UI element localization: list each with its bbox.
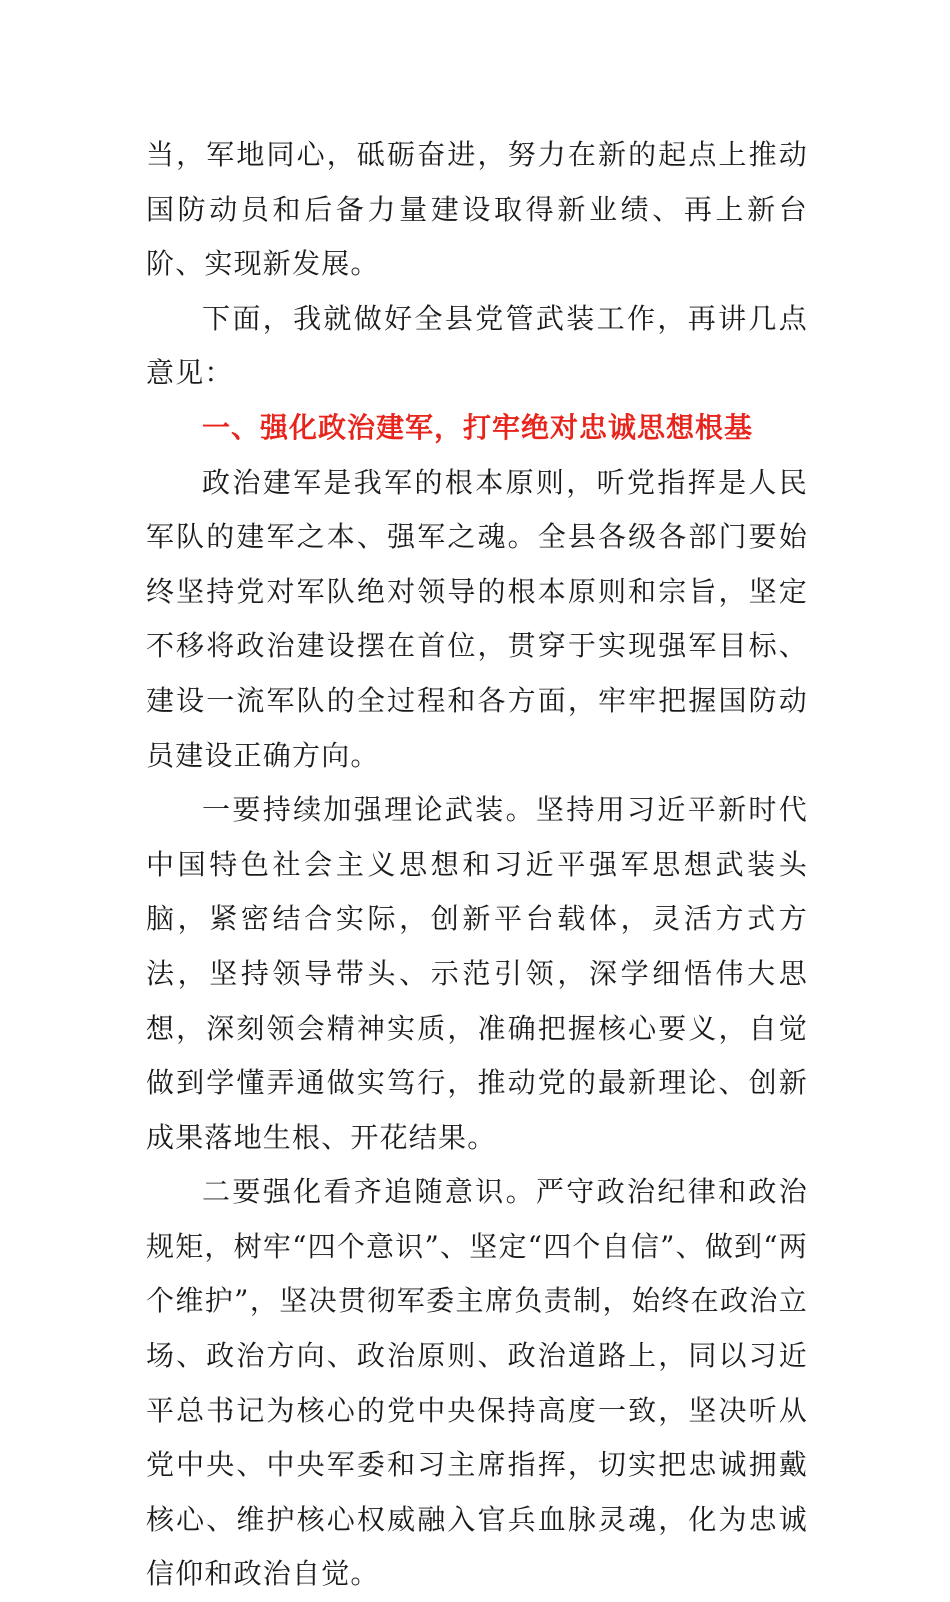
paragraph-point-two: 二要强化看齐追随意识。严守政治纪律和政治规矩，树牢“四个意识”、坚定“四个自信”、做到“两个维护”，坚决贯彻军委主席负责制，始终在政治立场、政治方向、政治原则、政治道路上，同以习近平总书记为核心的党中央保持高度一致，坚决听从党中央、中央军委和习主席指挥，切实把忠诚拥戴核心、维护核心权威融入官兵血脉灵魂，化为忠诚信仰和政治自觉。 <box>146 1175 808 1591</box>
paragraph-political-principle: 政治建军是我军的根本原则，听党指挥是人民军队的建军之本、强军之魂。全县各级各部门要始终坚持党对军队绝对领导的根本原则和宗旨，坚定不移将政治建设摆在首位，贯穿于实现强军目标、建设一流军队的全过程和各方面，牢牢把握国防动员建设正确方向。 <box>146 465 808 772</box>
section-heading: 一、强化政治建军，打牢绝对忠诚思想根基 <box>202 410 754 444</box>
paragraph-intro: 下面，我就做好全县党管武装工作，再讲几点意见： <box>146 301 808 390</box>
paragraph-continuation: 当，军地同心，砥砺奋进，努力在新的起点上推动国防动员和后备力量建设取得新业绩、再上新台阶、实现新发展。 <box>146 138 808 281</box>
document-body <box>146 128 808 1602</box>
paragraph-point-one: 一要持续加强理论武装。坚持用习近平新时代中国特色社会主义思想和习近平强军思想武装头脑，紧密结合实际，创新平台载体，灵活方式方法，坚持领导带头、示范引领，深学细悟伟大思想，深刻领会精神实质，准确把握核心要义，自觉做到学懂弄通做实笃行，推动党的最新理论、创新成果落地生根、开花结果。 <box>146 793 808 1154</box>
